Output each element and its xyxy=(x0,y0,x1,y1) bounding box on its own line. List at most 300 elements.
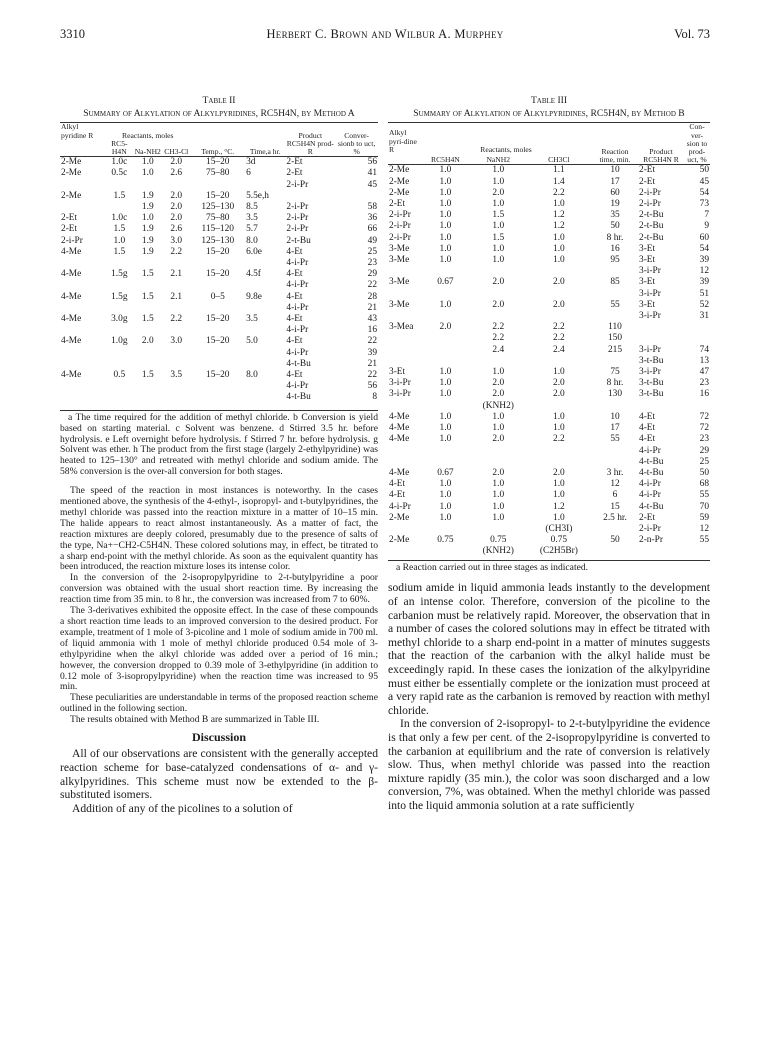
table-cell xyxy=(190,303,245,314)
t3-h-conv: Con-ver-sion to prod-uct, % xyxy=(686,122,708,165)
table-cell: 1.0 xyxy=(439,243,452,254)
table-cell: 2.6 xyxy=(170,224,183,235)
table-cell: 10 xyxy=(610,165,620,176)
table-cell: 2.4 xyxy=(492,344,505,355)
table-cell xyxy=(592,524,638,535)
table-cell: 1.5 xyxy=(113,190,126,201)
table-row xyxy=(388,378,710,389)
table-cell: 1.0 xyxy=(439,389,452,400)
table-cell xyxy=(245,258,285,269)
table-cell: 3-Me xyxy=(389,299,410,310)
table-row xyxy=(388,233,710,244)
table-cell: 4-i-Pr xyxy=(286,258,309,269)
table-row xyxy=(388,468,710,479)
table-cell xyxy=(471,356,526,367)
table-cell xyxy=(105,392,133,403)
table-cell: 1.0 xyxy=(553,199,565,210)
table-cell: 4-Me xyxy=(61,291,82,302)
table-cell: 1.0 xyxy=(553,255,565,266)
table-cell: 15 xyxy=(610,501,620,512)
table-cell: 15–20 xyxy=(206,246,230,257)
table-cell: 3 hr. xyxy=(606,467,624,478)
table-row xyxy=(388,446,710,457)
table-cell: 4-t-Bu xyxy=(639,501,664,512)
table-cell: 1.5 xyxy=(113,224,126,235)
table-cell: 1.0 xyxy=(141,157,154,168)
table-cell: 75–80 xyxy=(206,213,230,224)
table-cell xyxy=(134,303,162,314)
table-cell: 1.0 xyxy=(113,235,126,246)
table-cell: 60 xyxy=(610,187,620,198)
table-cell: 4-i-Pr xyxy=(639,479,661,490)
table-cell: 4-t-Bu xyxy=(286,358,311,369)
table-cell: 39 xyxy=(367,347,377,358)
table-cell: 1.0g xyxy=(111,336,128,347)
t2-h-nanh2: Na-NH2 xyxy=(134,147,161,157)
table2-body xyxy=(60,157,378,404)
table-cell: 1.5 xyxy=(492,210,505,221)
paragraph: In the conversion of the 2-isopropylpyridine to 2-t-butylpyridine a poor conversion was obtained with the usual short reaction time. By increasing the reaction time from 35 min. to 8 hr., the conversion was increased from 7 to 60%. xyxy=(60,572,378,606)
table-row xyxy=(60,180,378,191)
table-cell xyxy=(471,457,526,468)
table-cell: 2.2 xyxy=(553,187,565,198)
table-cell xyxy=(134,325,162,336)
table-cell: 1.0 xyxy=(439,187,452,198)
table-cell xyxy=(526,401,592,412)
table-cell xyxy=(162,303,190,314)
table-row xyxy=(60,202,378,213)
table-cell: 1.0 xyxy=(492,176,505,187)
table-cell xyxy=(190,359,245,370)
table-cell: 50 xyxy=(699,165,709,176)
table-cell: 3-Et xyxy=(389,367,406,378)
table-cell xyxy=(190,392,245,403)
t3-h-alkyl: Alkyl pyri-dine R xyxy=(389,128,417,154)
table-cell: 4-i-Pr xyxy=(286,280,309,291)
table-cell: 16 xyxy=(610,243,620,254)
table3 xyxy=(388,122,710,557)
table-cell: 3-i-Pr xyxy=(639,266,661,277)
table-cell xyxy=(60,303,105,314)
table-cell xyxy=(245,348,285,359)
table-cell: 4-Me xyxy=(389,411,410,422)
table-cell: 4-Et xyxy=(639,434,656,445)
table-cell: 1.0c xyxy=(111,213,128,224)
table-cell xyxy=(60,202,105,213)
table-cell xyxy=(388,311,420,322)
table-cell: 2-Me xyxy=(389,176,410,187)
table-cell xyxy=(420,446,471,457)
table-cell: 56 xyxy=(367,381,377,392)
table-cell xyxy=(162,392,190,403)
table-cell: 4-t-Bu xyxy=(639,456,664,467)
table-cell: 2.0 xyxy=(492,378,505,389)
table-cell: 2.0 xyxy=(170,202,183,213)
table-cell: 1.0 xyxy=(439,210,452,221)
table-cell: 1.9 xyxy=(141,190,154,201)
table-cell: 3-Et xyxy=(639,299,656,310)
right-text xyxy=(388,581,710,812)
table-row xyxy=(388,322,710,333)
table-cell xyxy=(105,303,133,314)
table-cell: 31 xyxy=(699,311,709,322)
table-cell: 1.0 xyxy=(492,221,505,232)
table-cell: 2-i-Pr xyxy=(389,210,411,221)
table-cell: 3-i-Pr xyxy=(389,378,411,389)
table-cell: 15–20 xyxy=(206,314,230,325)
table-row xyxy=(388,244,710,255)
table-cell: 1.0 xyxy=(439,176,452,187)
table-row xyxy=(388,199,710,210)
paragraph: In the conversion of 2-isopropyl- to 2-t-butylpyridine the evidence is that only a few per cent. of the 2-isopropylpyridine is converted to the carbanion at equilibrium and the rate of conversion is relatively slow. Thus, when methyl chloride was passed into the reaction mixture rapidly (35 min.), the color was soon discharged and a low conversion, 7%, was obtained. When the methyl chloride was passed into the liquid ammonia solution at a rate sufficiently xyxy=(388,717,710,812)
table-cell xyxy=(162,258,190,269)
table-row xyxy=(388,165,710,177)
table-cell: 1.0 xyxy=(439,232,452,243)
table-cell xyxy=(420,333,471,344)
table-cell xyxy=(134,348,162,359)
table-cell: 3-i-Pr xyxy=(639,367,661,378)
t2-h-reactants: Reactants, moles xyxy=(122,130,174,140)
table-cell: 1.0 xyxy=(439,411,452,422)
table-cell: (KNH2) xyxy=(482,546,514,557)
table-cell: 55 xyxy=(699,490,709,501)
table-cell: 2.1 xyxy=(170,269,183,280)
table-cell: 56 xyxy=(367,157,377,168)
table-cell: 3-t-Bu xyxy=(639,389,664,400)
table-cell: 3.5 xyxy=(170,370,183,381)
table-cell: 1.2 xyxy=(553,210,565,221)
table-cell xyxy=(526,289,592,300)
table-cell xyxy=(638,333,684,344)
table-cell: 1.0 xyxy=(492,255,505,266)
table-cell: 51 xyxy=(699,288,709,299)
table-cell: 4-Me xyxy=(61,246,82,257)
table-cell: 1.9 xyxy=(141,246,154,257)
table-cell xyxy=(592,457,638,468)
table-cell: 1.0 xyxy=(492,243,505,254)
table-cell xyxy=(388,546,420,557)
paragraph: The speed of the reaction in most instances is noteworthy. In the cases mentioned above, the synthesis of the 4-ethyl-, isopropyl- and t-butylpyridines, the methyl chloride was passed into the reaction mixture in a matter of 10–15 min. The halide appears to react almost instantaneously. As a matter of fact, the reaction mixtures are deeply colored, presumably due to the presence of salts of the type, Na+−CH2-C5H4N. These colored solutions may, in effect, be titrated to a sharp end-point with the methyl chloride. As soon as the equivalent quantity has been introduced, the reaction mixture loses its intense color. xyxy=(60,485,378,573)
t3-h-nanh2: NaNH2 xyxy=(486,155,511,165)
table-cell: 23 xyxy=(367,258,377,269)
table-cell: 1.0 xyxy=(439,221,452,232)
table-cell: 3-i-Pr xyxy=(639,311,661,322)
table-row xyxy=(388,412,710,423)
table-cell: 125–130 xyxy=(201,235,235,246)
table-cell: 1.0 xyxy=(439,367,452,378)
table-cell: 2-Et xyxy=(61,213,78,224)
table-cell: 8 xyxy=(372,392,377,403)
table-cell: 1.5 xyxy=(113,246,126,257)
table-row xyxy=(60,359,378,370)
table-cell: 4-Et xyxy=(389,490,406,501)
table-cell xyxy=(162,381,190,392)
table-row xyxy=(388,367,710,378)
table-row xyxy=(388,255,710,266)
table-cell: 130 xyxy=(607,389,623,400)
table-row xyxy=(60,236,378,247)
table-cell: 15–20 xyxy=(206,190,230,201)
table-cell: 3-i-Pr xyxy=(639,288,661,299)
table-cell: 2.0 xyxy=(492,434,505,445)
table-cell: 3.0 xyxy=(170,235,183,246)
table-cell: 2-Et xyxy=(639,165,656,176)
table-row xyxy=(60,325,378,336)
table-cell xyxy=(190,258,245,269)
table-cell xyxy=(190,325,245,336)
table-row xyxy=(388,311,710,322)
table-cell: 1.0 xyxy=(553,411,565,422)
table-cell: 4-i-Pr xyxy=(639,490,661,501)
table-cell: 55 xyxy=(699,535,709,546)
authors: Herbert C. Brown and Wilbur A. Murphey xyxy=(266,27,504,41)
table-cell: 2.0 xyxy=(553,277,565,288)
table-cell xyxy=(162,180,190,191)
table-cell: 3-t-Bu xyxy=(639,378,664,389)
table-cell: 6 xyxy=(612,490,618,501)
table-cell xyxy=(420,401,471,412)
table-cell: 21 xyxy=(367,302,377,313)
table-cell xyxy=(190,381,245,392)
table-cell: 19 xyxy=(610,199,620,210)
table-cell: 1.5 xyxy=(141,314,154,325)
table-cell: 15–20 xyxy=(206,336,230,347)
table-cell: (C2H5Br) xyxy=(539,546,578,557)
table-cell xyxy=(105,359,133,370)
left-small-text xyxy=(60,486,378,726)
table-cell: 74 xyxy=(699,344,709,355)
table-cell: 39 xyxy=(699,255,709,266)
table-cell: 50 xyxy=(610,535,620,546)
table-cell: 2-i-Pr xyxy=(389,232,411,243)
table-cell xyxy=(134,258,162,269)
table-cell: 2.2 xyxy=(553,322,565,333)
table-cell: 3.0 xyxy=(170,336,183,347)
table-cell: 5.7 xyxy=(246,224,258,235)
table-cell: 52 xyxy=(699,299,709,310)
table-cell: 2-t-Bu xyxy=(639,221,664,232)
table-cell: 59 xyxy=(699,512,709,523)
table-cell: 1.0 xyxy=(439,423,452,434)
table-cell: 1.0 xyxy=(439,434,452,445)
table-cell: 2-t-Bu xyxy=(639,232,664,243)
table-cell: 1.5 xyxy=(141,269,154,280)
table-cell xyxy=(105,202,133,213)
table-cell: 45 xyxy=(699,176,709,187)
t3-h-reactants: Reactants, moles xyxy=(480,144,532,154)
running-header xyxy=(60,27,710,45)
table-cell: 9.8e xyxy=(246,291,262,302)
paragraph: These peculiarities are understandable in terms of the proposed reaction scheme outlined in the following section. xyxy=(60,692,378,715)
table-cell: 1.5g xyxy=(111,291,128,302)
table-cell: 4-Me xyxy=(61,314,82,325)
table-cell xyxy=(134,392,162,403)
table-cell: 1.0 xyxy=(492,199,505,210)
table-cell: (KNH2) xyxy=(482,400,514,411)
table-row xyxy=(60,269,378,280)
table-cell: 29 xyxy=(367,269,377,280)
table-cell: 4-Et xyxy=(286,370,303,381)
table-cell: 23 xyxy=(699,378,709,389)
table-cell: 8.0 xyxy=(246,370,258,381)
right-column xyxy=(388,95,710,813)
table-row xyxy=(60,392,378,403)
t3-h-ch3cl: CH3Cl xyxy=(548,155,570,165)
table-cell xyxy=(638,546,684,557)
table-cell xyxy=(471,446,526,457)
table-cell: 4-Me xyxy=(389,423,410,434)
table-cell: 25 xyxy=(367,246,377,257)
table-row xyxy=(388,356,710,367)
table-cell xyxy=(245,325,285,336)
table-cell xyxy=(105,180,133,191)
table-cell xyxy=(60,348,105,359)
table-cell: 1.0 xyxy=(553,423,565,434)
table-cell: 2-i-Pr xyxy=(286,202,309,213)
table-cell: 22 xyxy=(367,336,377,347)
table-cell xyxy=(526,356,592,367)
t3-h-product: Product RC5H4N R xyxy=(643,147,679,165)
table-cell: 110 xyxy=(608,322,622,333)
table3-label: Table III xyxy=(530,95,568,106)
table-cell: 2-n-Pr xyxy=(639,535,663,546)
table-cell: 1.0 xyxy=(492,423,505,434)
table-cell: 7 xyxy=(704,210,709,221)
paragraph: Addition of any of the picolines to a solution of xyxy=(72,801,293,815)
table-row xyxy=(60,191,378,202)
table-cell xyxy=(420,266,471,277)
table-cell xyxy=(388,524,420,535)
table-cell: 10 xyxy=(610,411,620,422)
table-cell: 50 xyxy=(699,467,709,478)
table-cell xyxy=(162,280,190,291)
left-column xyxy=(60,95,378,815)
table-cell: 4-i-Pr xyxy=(286,302,309,313)
table-cell: 35 xyxy=(610,210,620,221)
paragraph: The 3-derivatives exhibited the opposite effect. In the case of these compounds a short reaction time leads to an improved conversion to the desired product. For example, treatment of 1 mole of 3-picoline and 1 mole of sodium amide in 700 ml. of liquid ammonia with 1 mole of methyl chloride produced 0.54 mole of 3-ethylpyridine when the alkyl chloride was added over a period of 16 min.; however, the conversion dropped to 0.39 mole of 3-ethylpyridine (in addition to 0.12 mole of 3-isopropylpyridine) when the reaction time was increased to 95 min. xyxy=(60,605,378,693)
table-row xyxy=(388,177,710,188)
table-cell: 2.5 hr. xyxy=(603,512,627,523)
table-cell: 1.9 xyxy=(141,224,154,235)
table-cell xyxy=(388,266,420,277)
volume: Vol. 73 xyxy=(674,27,710,41)
table-cell xyxy=(60,381,105,392)
table-cell: 15–20 xyxy=(206,370,230,381)
table-cell: 75 xyxy=(610,367,620,378)
table-cell: 0.67 xyxy=(437,277,454,288)
table-cell: 115–120 xyxy=(201,224,234,235)
table-cell: 0.5 xyxy=(113,370,126,381)
table-cell: 2.2 xyxy=(553,333,565,344)
table-row xyxy=(60,258,378,269)
table-cell xyxy=(388,457,420,468)
table-cell: 0.5c xyxy=(111,168,128,179)
table-cell: 2-t-Bu xyxy=(286,235,311,246)
table-cell xyxy=(592,266,638,277)
table-cell: 4-Me xyxy=(389,434,410,445)
table-cell: 1.5 xyxy=(141,370,154,381)
table-cell xyxy=(638,401,684,412)
table-cell: 2-Me xyxy=(61,168,82,179)
table-row xyxy=(388,513,710,524)
table-cell: 2-i-Pr xyxy=(286,224,309,235)
table-cell: 4-Me xyxy=(61,370,82,381)
table-cell: 1.0 xyxy=(439,199,452,210)
table-cell xyxy=(684,333,710,344)
table-cell: 1.0 xyxy=(492,411,505,422)
table-row xyxy=(60,157,378,169)
table-cell: 70 xyxy=(699,501,709,512)
table-cell: 0.67 xyxy=(437,467,454,478)
table-cell xyxy=(245,280,285,291)
table-cell: 43 xyxy=(367,314,377,325)
table-cell: 4-i-Pr xyxy=(286,381,309,392)
table-cell: 1.0 xyxy=(439,501,452,512)
table-cell: 4-i-Pr xyxy=(286,325,309,336)
table-cell: 12 xyxy=(699,523,709,534)
table-cell xyxy=(190,180,245,191)
table-row xyxy=(388,401,710,412)
table-cell: 1.9 xyxy=(141,235,154,246)
table-cell: 4-Et xyxy=(286,246,303,257)
table-cell: 3-Me xyxy=(389,277,410,288)
table-cell xyxy=(162,325,190,336)
table-cell: 2-i-Pr xyxy=(286,213,309,224)
table-row xyxy=(388,535,710,546)
table-cell: 2-i-Pr xyxy=(286,179,309,190)
t2-h-conv: Conver-sionb to uct, % xyxy=(337,130,376,157)
table-cell: 15–20 xyxy=(206,269,230,280)
table-cell: 1.0 xyxy=(492,501,505,512)
paragraph: sodium amide in liquid ammonia leads instantly to the development of an intense color. Therefore, conversion of the picoline to the carbanion must be relatively rapid. Moreover, the observation that in a number of cases the colored solutions may in effect be titrated with methyl chloride to a sharp end-point in a matter of minutes suggests that the reaction of the carbanion with the alkyl halide must be exceedingly rapid. In these cases the ionization of the alkylpyridine must either be essentially complete or the ionization must proceed at a very rapid rate as the carbanion is removed by reaction with methyl chloride. xyxy=(388,581,710,717)
table-cell: 1.5 xyxy=(492,232,505,243)
table-cell xyxy=(105,280,133,291)
table-cell: 8 hr. xyxy=(606,232,624,243)
table-cell: 1.0 xyxy=(439,479,452,490)
table-cell: 2.0 xyxy=(553,389,565,400)
table-cell: 5.0 xyxy=(246,336,258,347)
table-cell: 2-Et xyxy=(61,224,78,235)
table-row xyxy=(60,213,378,224)
table-row xyxy=(60,224,378,235)
table-cell: 36 xyxy=(367,213,377,224)
t2-h-ch3cl: CH3-Cl xyxy=(164,147,189,157)
table-cell xyxy=(684,401,710,412)
table-cell: 1.0 xyxy=(492,512,505,523)
table-cell: 2-i-Pr xyxy=(61,235,83,246)
table-cell: 4-Et xyxy=(286,269,303,280)
table-cell: 12 xyxy=(610,479,620,490)
table-cell: 1.5g xyxy=(111,269,128,280)
table-cell: 3.0g xyxy=(111,314,128,325)
table-row xyxy=(60,381,378,392)
table-cell xyxy=(245,180,285,191)
table-cell xyxy=(592,289,638,300)
table-cell: 125–130 xyxy=(201,202,235,213)
table-cell: 4-Et xyxy=(286,291,303,302)
table-cell: 1.0 xyxy=(439,255,452,266)
table-cell: 3-Et xyxy=(639,243,656,254)
table-row xyxy=(388,221,710,232)
table-cell: 1.0 xyxy=(439,512,452,523)
table-cell: 2.0 xyxy=(553,378,565,389)
table-cell: 215 xyxy=(607,344,623,355)
table-cell: 1.2 xyxy=(553,501,565,512)
table-cell xyxy=(592,446,638,457)
table-cell: 2.0 xyxy=(492,467,505,478)
table-cell: 3.5 xyxy=(246,213,258,224)
table-cell: 16 xyxy=(699,389,709,400)
